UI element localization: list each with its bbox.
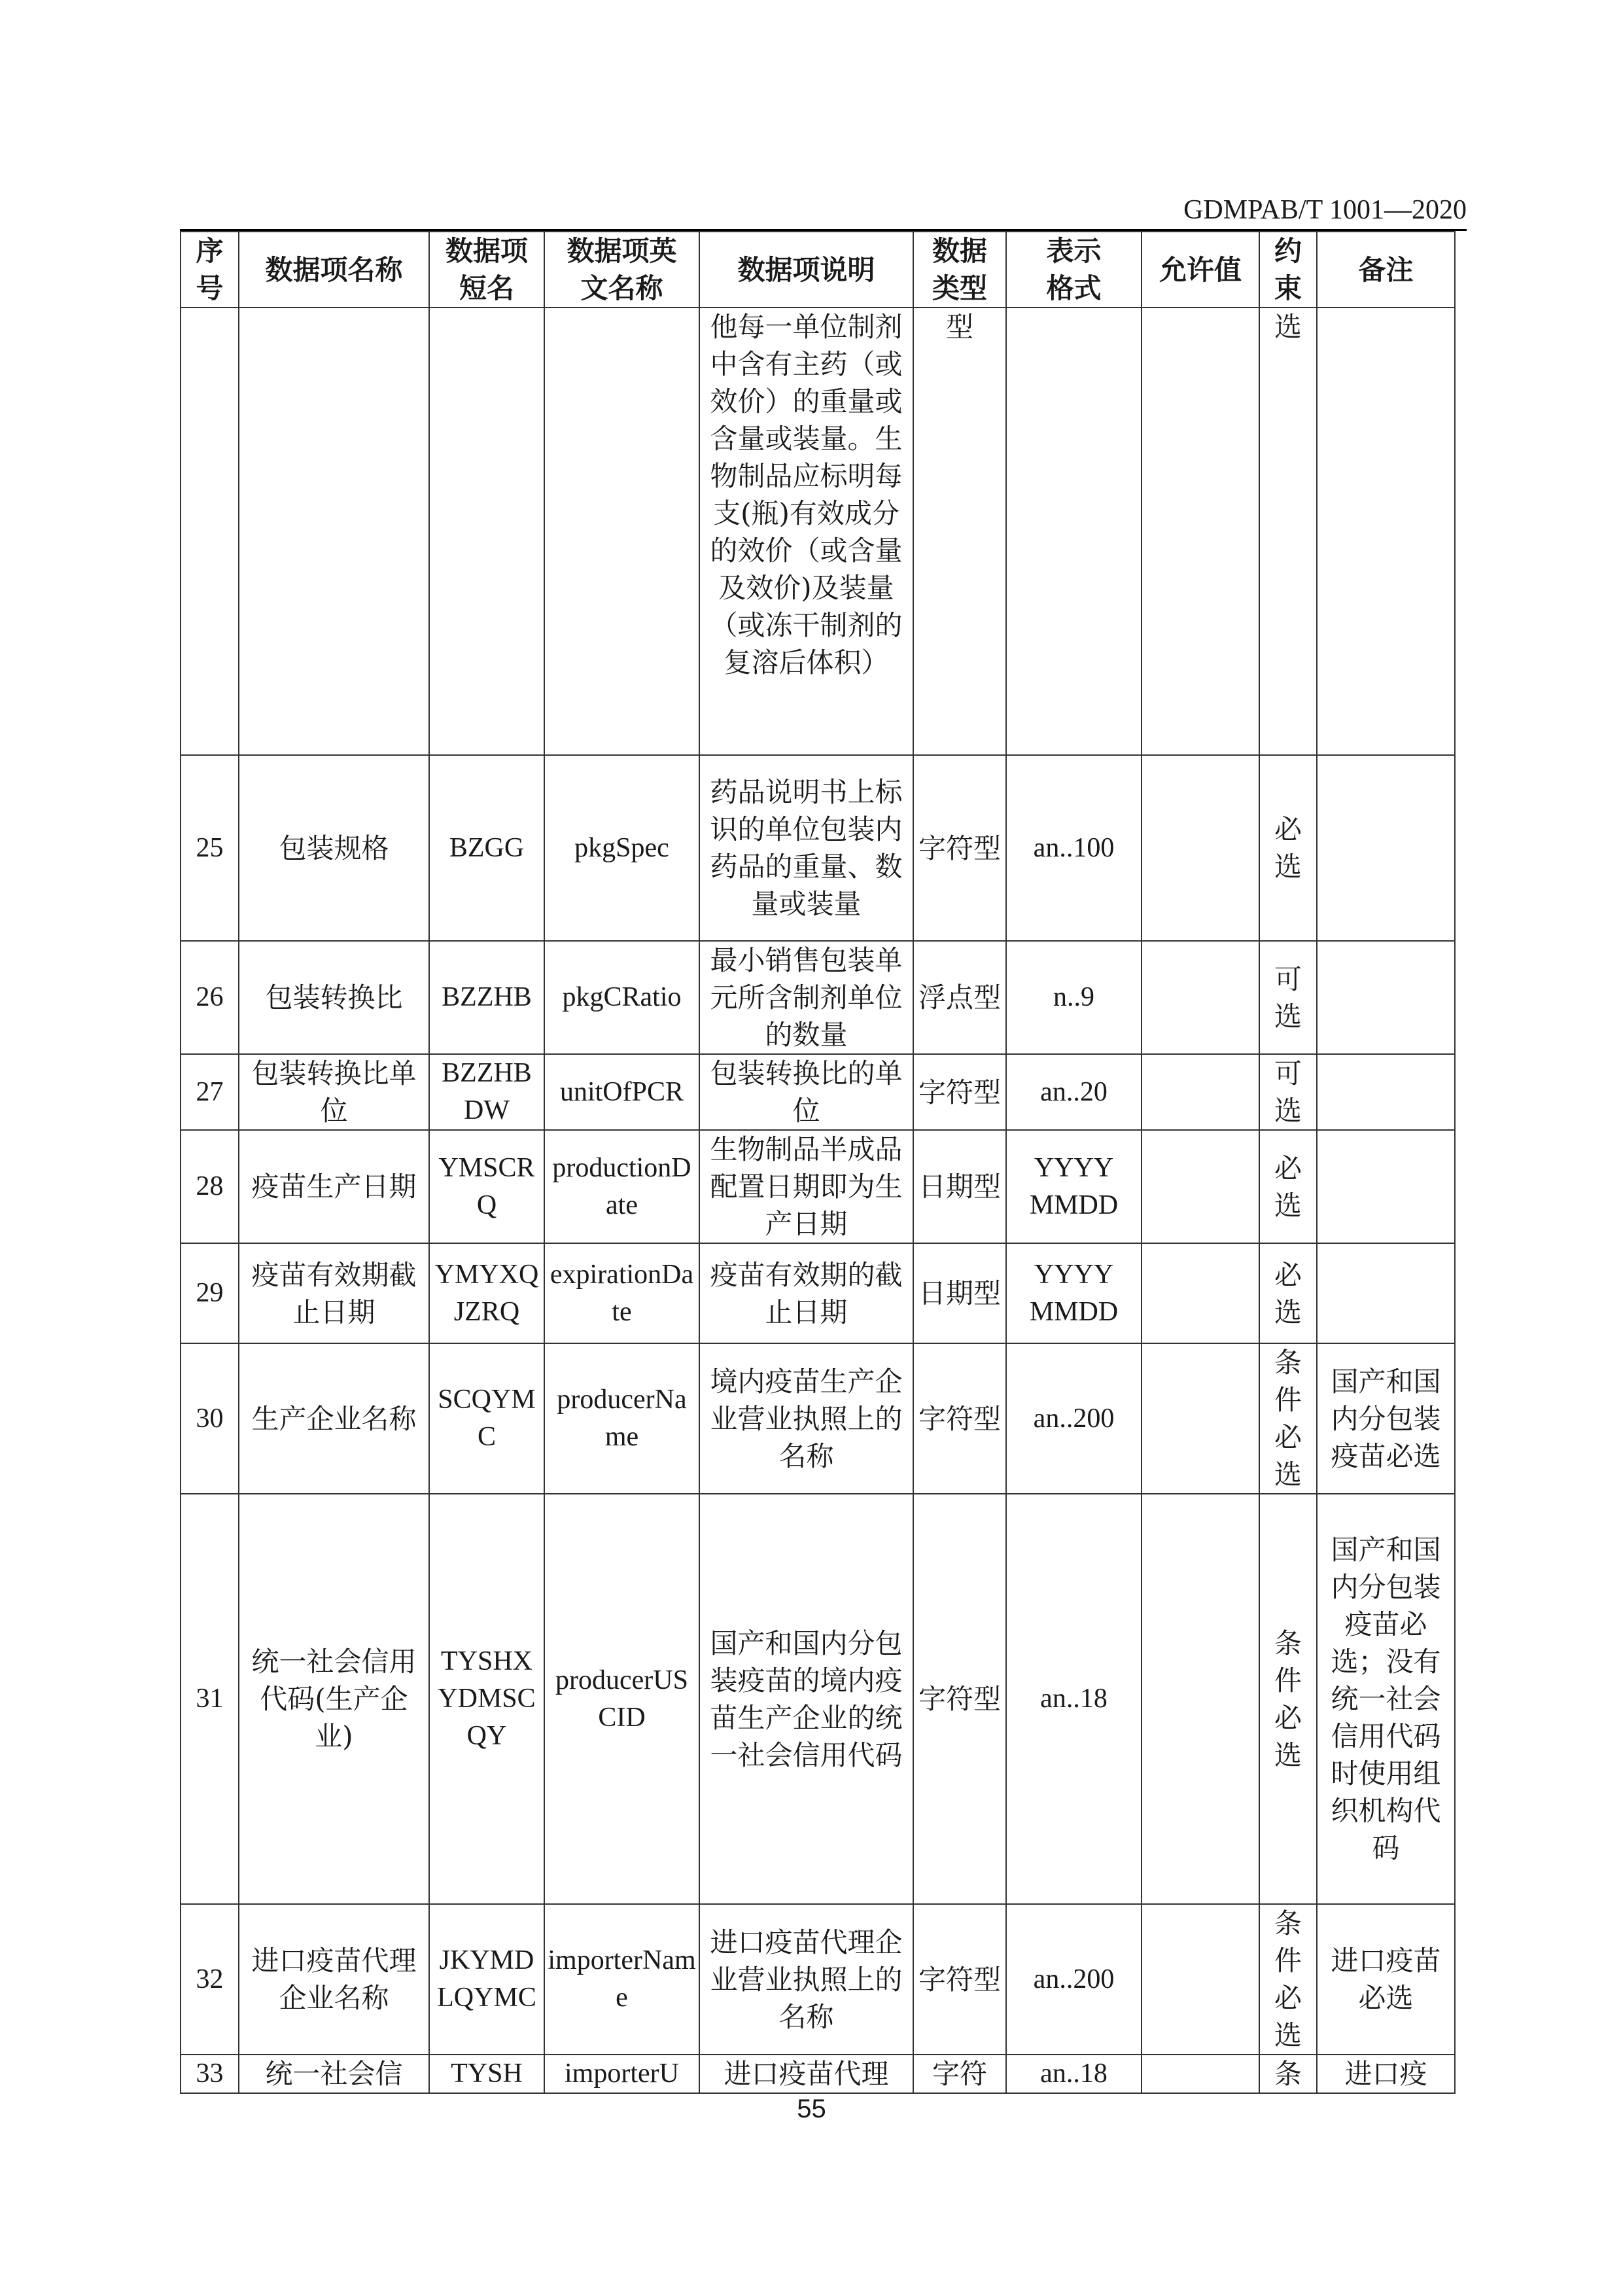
- cell-no: 29: [181, 1243, 239, 1343]
- cell-desc: 疫苗有效期的截止日期: [699, 1243, 913, 1343]
- cell-allowed: [1142, 1130, 1259, 1243]
- col-header-note: 备注: [1317, 232, 1455, 308]
- cell-short: BZZHB: [429, 941, 544, 1054]
- cell-no: 25: [181, 755, 239, 941]
- cell-format: YYYY MMDD: [1006, 1130, 1142, 1243]
- col-header-english: 数据项英 文名称: [544, 232, 699, 308]
- cell-desc: 国产和国内分包装疫苗的境内疫苗生产企业的统一社会信用代码: [699, 1494, 913, 1904]
- cell-english: [544, 308, 699, 755]
- col-header-short: 数据项 短名: [429, 232, 544, 308]
- cell-note: [1317, 1130, 1455, 1243]
- cell-desc: 进口疫苗代理: [699, 2055, 913, 2093]
- cell-format: an..200: [1006, 1904, 1142, 2055]
- cell-constraint: 可 选: [1259, 1054, 1317, 1130]
- cell-allowed: [1142, 1054, 1259, 1130]
- cell-no: 26: [181, 941, 239, 1054]
- cell-english: importerName: [544, 1904, 699, 2055]
- cell-english: productionDate: [544, 1130, 699, 1243]
- cell-note: 国产和国内分包装疫苗必选；没有统一社会信用代码时使用组织机构代码: [1317, 1494, 1455, 1904]
- table-row: [181, 1904, 1455, 2055]
- cell-no: 32: [181, 1904, 239, 2055]
- cell-english: pkgCRatio: [544, 941, 699, 1054]
- table-row: [181, 2055, 1455, 2093]
- cell-note: [1317, 755, 1455, 941]
- cell-constraint: 条 件 必 选: [1259, 1494, 1317, 1904]
- cell-short: YMYXQJZRQ: [429, 1243, 544, 1343]
- cell-no: 30: [181, 1343, 239, 1494]
- cell-name: 包装规格: [239, 755, 429, 941]
- table-row: [181, 1494, 1455, 1904]
- cell-note: 进口疫: [1317, 2055, 1455, 2093]
- table-header-row: [181, 232, 1455, 308]
- cell-short: TYSH: [429, 2055, 544, 2093]
- col-header-desc: 数据项说明: [699, 232, 913, 308]
- cell-no: 27: [181, 1054, 239, 1130]
- cell-allowed: [1142, 1904, 1259, 2055]
- cell-short: JKYMDLQYMC: [429, 1904, 544, 2055]
- col-header-allowed: 允许值: [1142, 232, 1259, 308]
- cell-format: an..18: [1006, 1494, 1142, 1904]
- col-header-name: 数据项名称: [239, 232, 429, 308]
- cell-name: 疫苗生产日期: [239, 1130, 429, 1243]
- cell-name: [239, 308, 429, 755]
- table-row: [181, 1243, 1455, 1343]
- cell-note: 进口疫苗必选: [1317, 1904, 1455, 2055]
- cell-type: 字符: [913, 2055, 1006, 2093]
- cell-note: [1317, 1243, 1455, 1343]
- cell-english: expirationDate: [544, 1243, 699, 1343]
- cell-name: 统一社会信用代码(生产企业): [239, 1494, 429, 1904]
- cell-allowed: [1142, 941, 1259, 1054]
- cell-type: 日期型: [913, 1243, 1006, 1343]
- cell-short: BZGG: [429, 755, 544, 941]
- cell-english: importerU: [544, 2055, 699, 2093]
- cell-constraint: 选: [1259, 308, 1317, 755]
- cell-name: 进口疫苗代理企业名称: [239, 1904, 429, 2055]
- cell-allowed: [1142, 1343, 1259, 1494]
- cell-name: 生产企业名称: [239, 1343, 429, 1494]
- cell-english: producerName: [544, 1343, 699, 1494]
- col-header-constraint: 约 束: [1259, 232, 1317, 308]
- cell-constraint: 条: [1259, 2055, 1317, 2093]
- cell-type: 字符型: [913, 1054, 1006, 1130]
- cell-format: an..200: [1006, 1343, 1142, 1494]
- cell-allowed: [1142, 2055, 1259, 2093]
- cell-format: an..20: [1006, 1054, 1142, 1130]
- cell-short: TYSHXYDMSCQY: [429, 1494, 544, 1904]
- cell-short: [429, 308, 544, 755]
- table-body: [181, 308, 1455, 2093]
- cell-desc: 生物制品半成品配置日期即为生产日期: [699, 1130, 913, 1243]
- cell-desc: 他每一单位制剂中含有主药（或效价）的重量或含量或装量。生物制品应标明每支(瓶)有效成分的效价（或含量及效价)及装量（或冻干制剂的复溶后体积）: [699, 308, 913, 755]
- data-item-table: [180, 231, 1456, 2094]
- cell-format: an..100: [1006, 755, 1142, 941]
- cell-type: 浮点型: [913, 941, 1006, 1054]
- cell-format: an..18: [1006, 2055, 1142, 2093]
- cell-no: 33: [181, 2055, 239, 2093]
- cell-name: 包装转换比: [239, 941, 429, 1054]
- cell-allowed: [1142, 1243, 1259, 1343]
- standard-code: GDMPAB/T 1001—2020: [1183, 195, 1467, 225]
- table-row-continuation: [181, 308, 1455, 755]
- cell-format: [1006, 308, 1142, 755]
- cell-name: 包装转换比单位: [239, 1054, 429, 1130]
- cell-allowed: [1142, 1494, 1259, 1904]
- cell-short: YMSCRQ: [429, 1130, 544, 1243]
- table-row: [181, 1343, 1455, 1494]
- table-row: [181, 1130, 1455, 1243]
- table-row: [181, 1054, 1455, 1130]
- cell-constraint: 条 件 必 选: [1259, 1904, 1317, 2055]
- col-header-type: 数据 类型: [913, 232, 1006, 308]
- cell-note: [1317, 941, 1455, 1054]
- cell-constraint: 可 选: [1259, 941, 1317, 1054]
- page-number: 55: [797, 2094, 826, 2123]
- cell-note: 国产和国内分包装疫苗必选: [1317, 1343, 1455, 1494]
- cell-english: unitOfPCR: [544, 1054, 699, 1130]
- cell-note: [1317, 1054, 1455, 1130]
- col-header-no: 序 号: [181, 232, 239, 308]
- cell-desc: 进口疫苗代理企业营业执照上的名称: [699, 1904, 913, 2055]
- cell-format: YYYY MMDD: [1006, 1243, 1142, 1343]
- col-header-format: 表示 格式: [1006, 232, 1142, 308]
- cell-allowed: [1142, 308, 1259, 755]
- cell-type: 日期型: [913, 1130, 1006, 1243]
- cell-type: 字符型: [913, 1343, 1006, 1494]
- cell-english: pkgSpec: [544, 755, 699, 941]
- cell-type: 字符型: [913, 755, 1006, 941]
- cell-type: 字符型: [913, 1904, 1006, 2055]
- cell-constraint: 条 件 必 选: [1259, 1343, 1317, 1494]
- cell-name: 疫苗有效期截止日期: [239, 1243, 429, 1343]
- cell-allowed: [1142, 755, 1259, 941]
- table-row: [181, 755, 1455, 941]
- table-row: [181, 941, 1455, 1054]
- cell-desc: 最小销售包装单元所含制剂单位的数量: [699, 941, 913, 1054]
- cell-note: [1317, 308, 1455, 755]
- cell-constraint: 必 选: [1259, 755, 1317, 941]
- cell-english: producerUSCID: [544, 1494, 699, 1904]
- cell-no: 28: [181, 1130, 239, 1243]
- cell-short: BZZHBDW: [429, 1054, 544, 1130]
- cell-no: [181, 308, 239, 755]
- cell-desc: 包装转换比的单位: [699, 1054, 913, 1130]
- cell-constraint: 必 选: [1259, 1243, 1317, 1343]
- cell-type: 型: [913, 308, 1006, 755]
- cell-type: 字符型: [913, 1494, 1006, 1904]
- cell-constraint: 必 选: [1259, 1130, 1317, 1243]
- cell-format: n..9: [1006, 941, 1142, 1054]
- cell-short: SCQYMC: [429, 1343, 544, 1494]
- cell-no: 31: [181, 1494, 239, 1904]
- cell-desc: 药品说明书上标识的单位包装内药品的重量、数量或装量: [699, 755, 913, 941]
- cell-desc: 境内疫苗生产企业营业执照上的名称: [699, 1343, 913, 1494]
- cell-name: 统一社会信: [239, 2055, 429, 2093]
